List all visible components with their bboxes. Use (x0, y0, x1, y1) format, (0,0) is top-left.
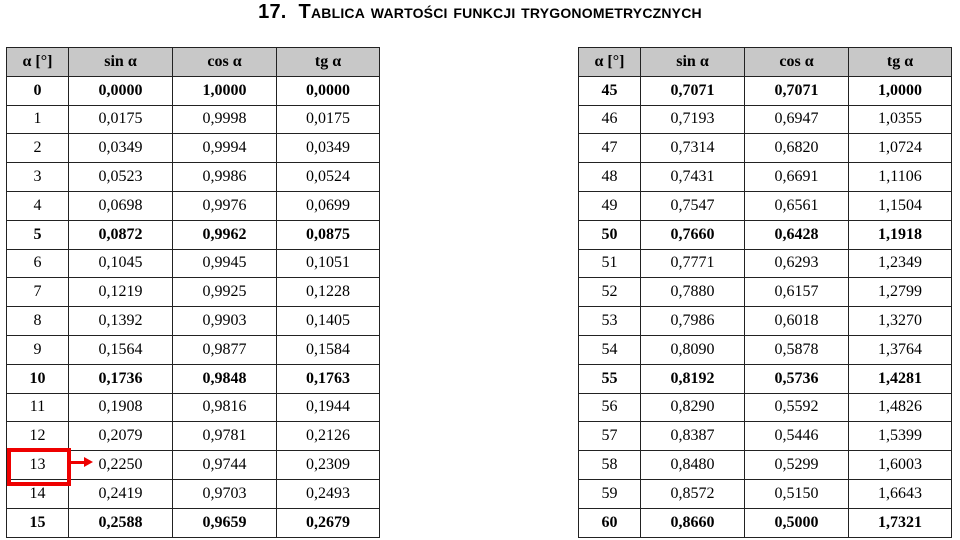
table-cell: 54 (579, 335, 641, 364)
table-cell: 0,7431 (641, 163, 745, 192)
header-row (579, 48, 952, 77)
table-cell: 0,6561 (745, 191, 849, 220)
table-cell: 0,9998 (173, 105, 277, 134)
table-row (7, 249, 380, 278)
table-cell: 0,5000 (745, 508, 849, 537)
table-cell: 0,2309 (277, 451, 380, 480)
table-cell: 0,9659 (173, 508, 277, 537)
table-cell: 0,2419 (69, 479, 173, 508)
table-cell: 0,8387 (641, 422, 745, 451)
table-cell: 0,9703 (173, 479, 277, 508)
table-cell: 0,1051 (277, 249, 380, 278)
table-cell: 1,2799 (849, 278, 952, 307)
table-cell: 0,0175 (69, 105, 173, 134)
table-cell: 0,1763 (277, 364, 380, 393)
table-cell: 0,7547 (641, 191, 745, 220)
table-cell: 0,7880 (641, 278, 745, 307)
table-cell: 0,9962 (173, 220, 277, 249)
table-row (7, 76, 380, 105)
table-row (579, 364, 952, 393)
table-cell: 0,1405 (277, 307, 380, 336)
table-row (7, 278, 380, 307)
table-cell: 1,4826 (849, 393, 952, 422)
table-cell: 50 (579, 220, 641, 249)
table-cell: 0,9848 (173, 364, 277, 393)
table-cell: 0,5150 (745, 479, 849, 508)
table-row (7, 220, 380, 249)
table-cell: 58 (579, 451, 641, 480)
table-cell: 1,1504 (849, 191, 952, 220)
table-cell: 1,2349 (849, 249, 952, 278)
table-cell: 0,0872 (69, 220, 173, 249)
table-cell: 0,7314 (641, 134, 745, 163)
table-cell: 0,9994 (173, 134, 277, 163)
table-cell: 1,5399 (849, 422, 952, 451)
table-cell: 6 (7, 249, 69, 278)
table-row (7, 422, 380, 451)
table-cell: 0,6157 (745, 278, 849, 307)
table-row (579, 422, 952, 451)
page-title: 17. Tablica wartości funkcji trygonometrycznych (258, 1, 702, 23)
table-row (7, 105, 380, 134)
table-cell: 14 (7, 479, 69, 508)
table-cell: 0,5592 (745, 393, 849, 422)
table-cell: 5 (7, 220, 69, 249)
table-cell: 56 (579, 393, 641, 422)
table-cell: 1,0000 (849, 76, 952, 105)
table-cell: 0,0349 (69, 134, 173, 163)
table-row (579, 76, 952, 105)
table-cell: 1,1918 (849, 220, 952, 249)
table-row (579, 307, 952, 336)
column-header: tg α (849, 48, 952, 77)
table-cell: 4 (7, 191, 69, 220)
table-row (579, 220, 952, 249)
table-row (7, 393, 380, 422)
column-header: sin α (69, 48, 173, 77)
table-cell: 0,1564 (69, 335, 173, 364)
table-cell: 0,5446 (745, 422, 849, 451)
table-cell: 1,7321 (849, 508, 952, 537)
table-cell: 0,0875 (277, 220, 380, 249)
table-cell: 45 (579, 76, 641, 105)
highlight-box (7, 448, 71, 486)
table-cell: 0,8660 (641, 508, 745, 537)
table-cell: 0,2679 (277, 508, 380, 537)
table-cell: 0,0349 (277, 134, 380, 163)
column-header: tg α (277, 48, 380, 77)
table-cell: 1,0355 (849, 105, 952, 134)
table-row (579, 479, 952, 508)
table-cell: 12 (7, 422, 69, 451)
table-cell: 49 (579, 191, 641, 220)
table-cell: 10 (7, 364, 69, 393)
table-cell: 0,0000 (69, 76, 173, 105)
table-row (579, 105, 952, 134)
table-cell: 7 (7, 278, 69, 307)
table-cell: 0,0699 (277, 191, 380, 220)
table-cell: 46 (579, 105, 641, 134)
table-cell: 0,8480 (641, 451, 745, 480)
header-row (7, 48, 380, 77)
table-cell: 0,9744 (173, 451, 277, 480)
table-cell: 0,9986 (173, 163, 277, 192)
table-cell: 0,7193 (641, 105, 745, 134)
table-cell: 0,1944 (277, 393, 380, 422)
table-cell: 0,9925 (173, 278, 277, 307)
table-cell: 0,5736 (745, 364, 849, 393)
table-cell: 0,1219 (69, 278, 173, 307)
table-row (7, 307, 380, 336)
table-cell: 1,1106 (849, 163, 952, 192)
table-cell: 0,1736 (69, 364, 173, 393)
table-row (7, 163, 380, 192)
table-cell: 3 (7, 163, 69, 192)
table-cell: 0,9903 (173, 307, 277, 336)
column-header: sin α (641, 48, 745, 77)
column-header: cos α (173, 48, 277, 77)
table-cell: 51 (579, 249, 641, 278)
table-row (7, 134, 380, 163)
trig-table-right (578, 47, 952, 538)
table-cell: 1,0000 (173, 76, 277, 105)
table-cell: 60 (579, 508, 641, 537)
table-cell: 0,9877 (173, 335, 277, 364)
table-cell: 0,0175 (277, 105, 380, 134)
table-cell: 1,0724 (849, 134, 952, 163)
table-cell: 52 (579, 278, 641, 307)
table-cell: 2 (7, 134, 69, 163)
table-cell: 1,4281 (849, 364, 952, 393)
column-header: α [°] (7, 48, 69, 77)
table-cell: 47 (579, 134, 641, 163)
table-cell: 1,3270 (849, 307, 952, 336)
table-cell: 9 (7, 335, 69, 364)
table-cell: 0,0000 (277, 76, 380, 105)
table-cell: 1 (7, 105, 69, 134)
table-cell: 0,1584 (277, 335, 380, 364)
table-row (7, 364, 380, 393)
table-cell: 0,9945 (173, 249, 277, 278)
table-cell: 0,6947 (745, 105, 849, 134)
table-row (579, 163, 952, 192)
table-cell: 1,6003 (849, 451, 952, 480)
table-cell: 0,0523 (69, 163, 173, 192)
table-row (579, 508, 952, 537)
table-cell: 0,6820 (745, 134, 849, 163)
table-cell: 0,2079 (69, 422, 173, 451)
table-cell: 0,8090 (641, 335, 745, 364)
table-cell: 0,9976 (173, 191, 277, 220)
table-cell: 0,1392 (69, 307, 173, 336)
table-cell: 0,6428 (745, 220, 849, 249)
table-cell: 0,2493 (277, 479, 380, 508)
table-row (579, 393, 952, 422)
table-cell: 0,7071 (745, 76, 849, 105)
table-cell: 11 (7, 393, 69, 422)
table-row (7, 335, 380, 364)
table-cell: 0,9816 (173, 393, 277, 422)
table-cell: 0,6691 (745, 163, 849, 192)
column-header: α [°] (579, 48, 641, 77)
table-cell: 0,7071 (641, 76, 745, 105)
table-cell: 8 (7, 307, 69, 336)
table-cell: 0,7660 (641, 220, 745, 249)
table-cell: 0,6293 (745, 249, 849, 278)
table-cell: 0,1045 (69, 249, 173, 278)
table-cell: 0,9781 (173, 422, 277, 451)
table-cell: 0,1908 (69, 393, 173, 422)
table-cell: 0,5299 (745, 451, 849, 480)
table-row (579, 451, 952, 480)
table-row (579, 191, 952, 220)
table-row (579, 278, 952, 307)
column-header: cos α (745, 48, 849, 77)
arrowhead-icon (84, 457, 93, 467)
table-cell: 0,2588 (69, 508, 173, 537)
table-cell: 0,7771 (641, 249, 745, 278)
table-cell: 0,1228 (277, 278, 380, 307)
table-row (7, 508, 380, 537)
table-cell: 0,7986 (641, 307, 745, 336)
table-cell: 57 (579, 422, 641, 451)
table-cell: 0,5878 (745, 335, 849, 364)
table-cell: 0 (7, 76, 69, 105)
table-cell: 0,0698 (69, 191, 173, 220)
table-cell: 59 (579, 479, 641, 508)
arrow-icon (67, 461, 85, 464)
table-cell: 0,0524 (277, 163, 380, 192)
table-cell: 1,6643 (849, 479, 952, 508)
table-cell: 55 (579, 364, 641, 393)
table-row (579, 335, 952, 364)
table-cell: 0,2126 (277, 422, 380, 451)
table-cell: 48 (579, 163, 641, 192)
table-row (7, 191, 380, 220)
table-cell: 0,2250 (69, 451, 173, 480)
table-cell: 0,8572 (641, 479, 745, 508)
table-cell: 15 (7, 508, 69, 537)
table-cell: 0,8192 (641, 364, 745, 393)
table-row (579, 249, 952, 278)
table-cell: 0,8290 (641, 393, 745, 422)
table-cell: 0,6018 (745, 307, 849, 336)
table-cell: 1,3764 (849, 335, 952, 364)
table-row (579, 134, 952, 163)
table-cell: 53 (579, 307, 641, 336)
table-cell: 13 (7, 451, 69, 480)
